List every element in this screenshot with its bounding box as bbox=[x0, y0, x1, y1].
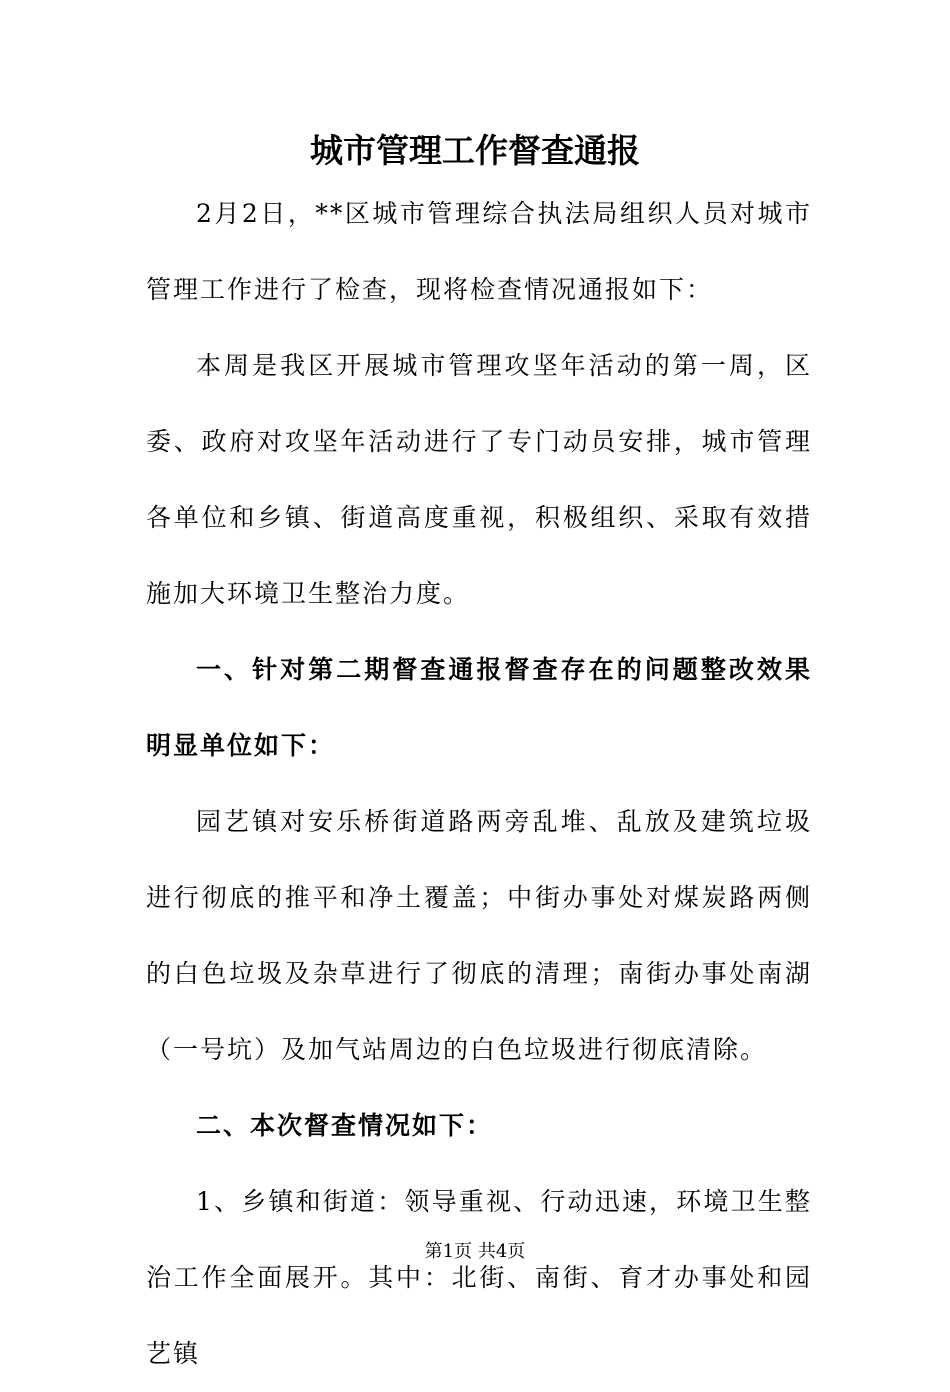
section-heading-2: 二、本次督查情况如下： bbox=[196, 1111, 494, 1140]
document-title: 城市管理工作督查通报 bbox=[310, 131, 640, 170]
page-number-footer: 第1页 共4页 bbox=[424, 1241, 526, 1262]
paragraph-towns-streets: 1、乡镇和街道：领导重视、行动迅速，环境卫生整治工作全面展开。其中：北街、南街、育才办事处和园艺镇 bbox=[146, 1187, 812, 1368]
paragraph-overview: 本周是我区开展城市管理攻坚年活动的第一周，区委、政府对攻坚年活动进行了专门动员安排，城市管理各单位和乡镇、街道高度重视，积极组织、采取有效措施加大环境卫生整治力度。 bbox=[146, 351, 812, 608]
document-body bbox=[146, 176, 812, 1392]
section-heading-1: 一、针对第二期督查通报督查存在的问题整改效果明显单位如下： bbox=[146, 655, 812, 760]
paragraph-intro: 2月2日，**区城市管理综合执法局组织人员对城市管理工作进行了检查，现将检查情况通报如下： bbox=[146, 199, 812, 304]
paragraph-rectification: 园艺镇对安乐桥街道路两旁乱堆、乱放及建筑垃圾进行彻底的推平和净土覆盖；中街办事处对煤炭路两侧的白色垃圾及杂草进行了彻底的清理；南街办事处南湖（一号坑）及加气站周边的白色垃圾进行彻底清除。 bbox=[146, 807, 812, 1064]
